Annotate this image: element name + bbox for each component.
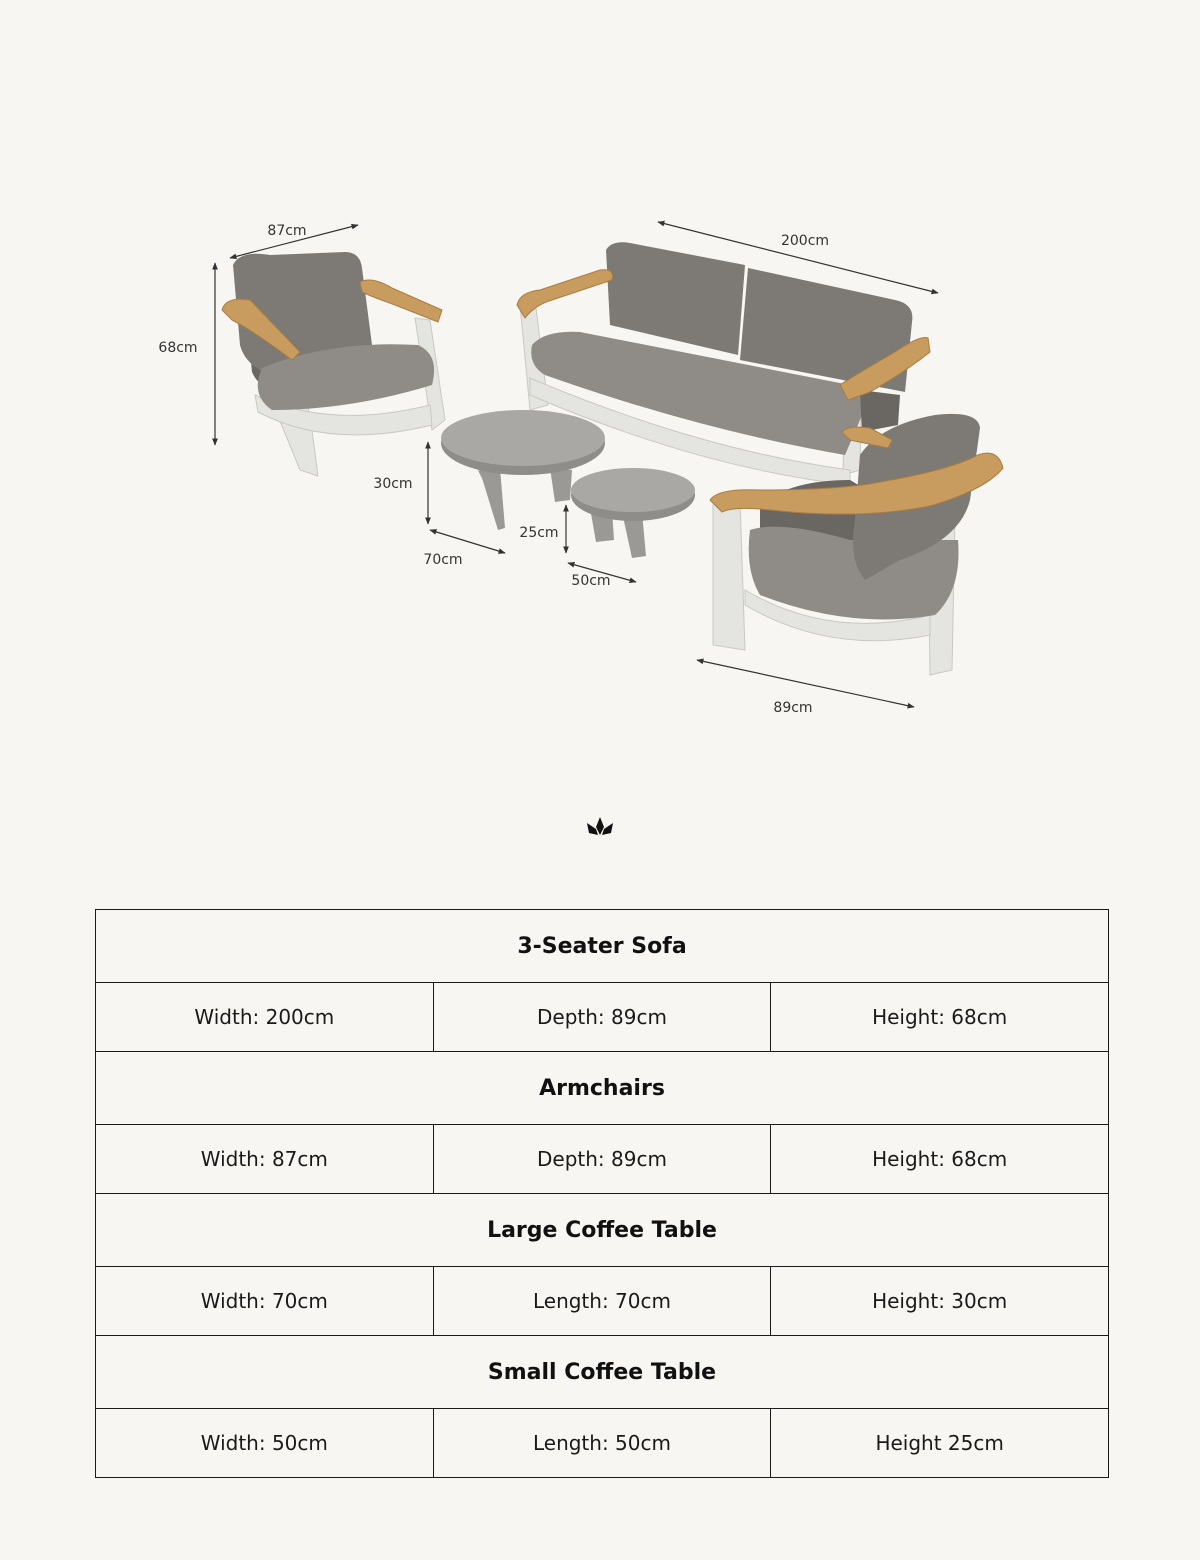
table-cell: Width: 200cm: [96, 983, 434, 1052]
table-cell: Height 25cm: [771, 1409, 1109, 1478]
table-cell: Height: 68cm: [771, 983, 1109, 1052]
section-title: Large Coffee Table: [96, 1194, 1109, 1267]
armchair-left: [222, 252, 445, 476]
label-armchair-width: 87cm: [267, 223, 307, 239]
small-coffee-table: [571, 468, 695, 558]
section-title: Armchairs: [96, 1052, 1109, 1125]
table-section-header: [96, 910, 1109, 983]
label-large-table-height: 30cm: [373, 476, 413, 492]
section-title: 3-Seater Sofa: [96, 910, 1109, 983]
label-armchair-depth: 89cm: [773, 700, 813, 716]
table-cell: Height: 30cm: [771, 1267, 1109, 1336]
table-cell: Width: 70cm: [96, 1267, 434, 1336]
table-cell: Width: 50cm: [96, 1409, 434, 1478]
label-small-table-width: 50cm: [571, 573, 611, 589]
table-cell: Depth: 89cm: [433, 1125, 771, 1194]
label-small-table-height: 25cm: [519, 525, 559, 541]
table-row: [96, 1125, 1109, 1194]
table-section-header: [96, 1194, 1109, 1267]
label-large-table-width: 70cm: [423, 552, 463, 568]
lotus-crown-icon: [584, 815, 616, 837]
table-cell: Depth: 89cm: [433, 983, 771, 1052]
dimensions-table: [95, 909, 1109, 1478]
table-section-header: [96, 1052, 1109, 1125]
table-section-header: [96, 1336, 1109, 1409]
large-coffee-table: [441, 410, 605, 530]
section-title: Small Coffee Table: [96, 1336, 1109, 1409]
table-row: [96, 1267, 1109, 1336]
table-cell: Width: 87cm: [96, 1125, 434, 1194]
table-cell: Length: 50cm: [433, 1409, 771, 1478]
table-cell: Height: 68cm: [771, 1125, 1109, 1194]
table-row: [96, 1409, 1109, 1478]
table-cell: Length: 70cm: [433, 1267, 771, 1336]
table-row: [96, 983, 1109, 1052]
label-armchair-height: 68cm: [158, 340, 198, 356]
label-sofa-width: 200cm: [780, 233, 830, 249]
